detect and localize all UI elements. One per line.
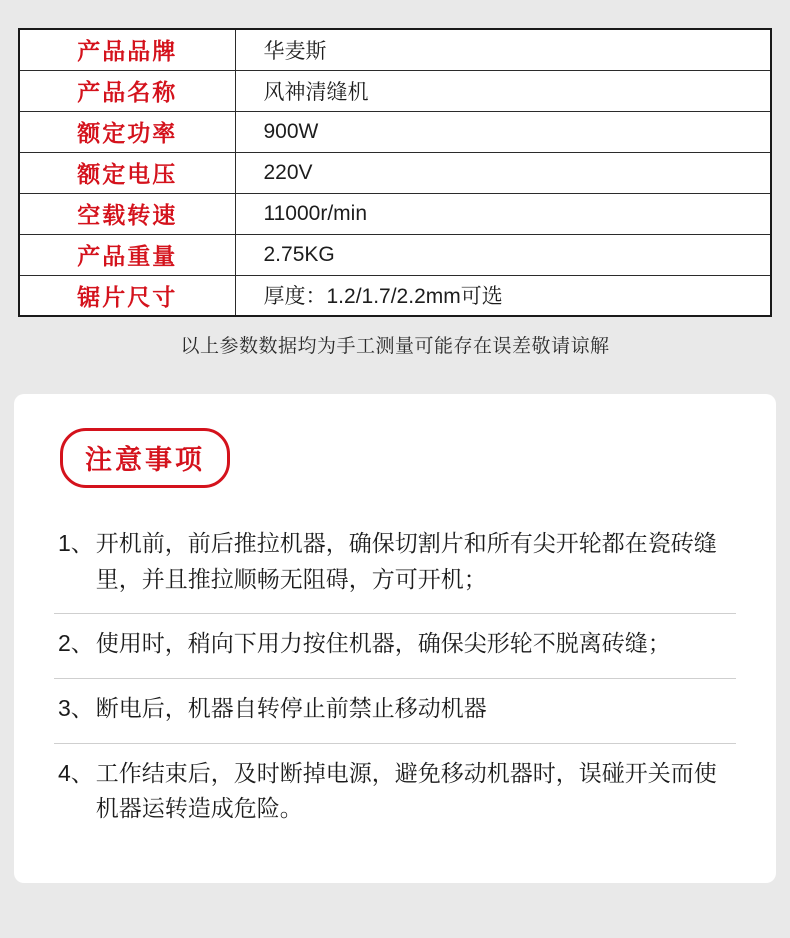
notice-item-text: 工作结束后，及时断掉电源，避免移动机器时，误碰开关而使机器运转造成危险。 — [95, 759, 717, 822]
notice-section — [14, 394, 776, 883]
notice-list — [54, 514, 736, 843]
notice-item-index: 4、 — [58, 759, 94, 786]
table-row — [19, 152, 771, 193]
notice-title-badge: 注意事项 — [60, 428, 230, 488]
table-row — [19, 193, 771, 234]
spec-label-brand: 产品品牌 — [19, 29, 235, 70]
table-row — [19, 70, 771, 111]
spec-value-weight: 2.75KG — [235, 234, 771, 275]
notice-item-index: 3、 — [58, 694, 94, 721]
list-item — [54, 514, 736, 614]
spec-value-rated-voltage: 220V — [235, 152, 771, 193]
table-row — [19, 111, 771, 152]
spec-value-no-load-speed: 11000r/min — [235, 193, 771, 234]
list-item — [54, 744, 736, 843]
notice-item-text: 断电后，机器自转停止前禁止移动机器 — [95, 694, 487, 721]
list-item — [54, 679, 736, 744]
specification-table-body — [19, 29, 771, 316]
spec-value-blade-size: 厚度：1.2/1.7/2.2mm可选 — [235, 275, 771, 316]
spec-label-weight: 产品重量 — [19, 234, 235, 275]
notice-item-index: 2、 — [58, 630, 94, 657]
spec-label-product-name: 产品名称 — [19, 70, 235, 111]
table-row — [19, 29, 771, 70]
spec-label-rated-power: 额定功率 — [19, 111, 235, 152]
notice-item-text: 开机前，前后推拉机器，确保切割片和所有尖开轮都在瓷砖缝里，并且推拉顺畅无阻碍，方可开机； — [95, 530, 717, 592]
spec-label-rated-voltage: 额定电压 — [19, 152, 235, 193]
spec-label-no-load-speed: 空载转速 — [19, 193, 235, 234]
notice-item-index: 1、 — [58, 530, 94, 556]
table-row — [19, 234, 771, 275]
notice-item-text: 使用时，稍向下用力按住机器，确保尖形轮不脱离砖缝； — [95, 630, 671, 657]
specification-table — [18, 28, 772, 317]
spec-value-product-name: 风神清缝机 — [235, 70, 771, 111]
specification-section — [0, 0, 790, 358]
spec-value-rated-power: 900W — [235, 111, 771, 152]
spec-value-brand: 华麦斯 — [235, 29, 771, 70]
table-row — [19, 275, 771, 316]
measurement-disclaimer: 以上参数数据均为手工测量可能存在误差敬请谅解 — [180, 336, 610, 357]
spec-label-blade-size: 锯片尺寸 — [19, 275, 235, 316]
list-item — [54, 614, 736, 679]
